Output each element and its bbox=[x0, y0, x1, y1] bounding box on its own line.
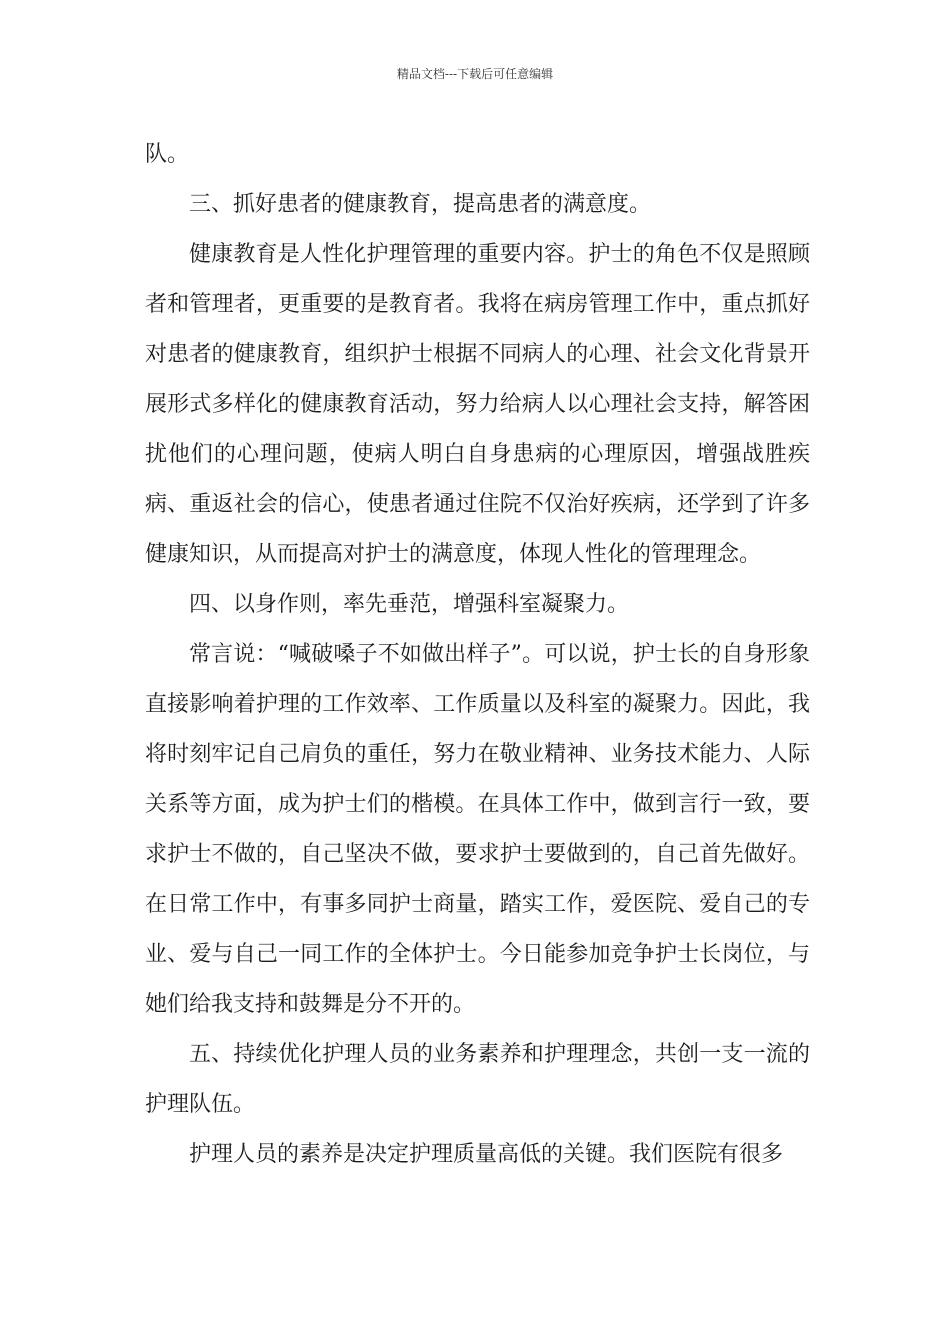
section-heading-5: 五、持续优化护理人员的业务素养和护理理念，共创一支一流的护理队伍。 bbox=[145, 1042, 810, 1117]
paragraph-health-education: 健康教育是人性化护理管理的重要内容。护士的角色不仅是照顾者和管理者，更重要的是教育者。我将在病房管理工作中，重点抓好对患者的健康教育，组织护士根据不同病人的心理、社会文化背景开展形式多样化的健康教育活动，努力给病人以心理社会支持，解答困扰他们的心理问题，使病人明白自身患病的心理原因，增强战胜疾病、重返社会的信心，使患者通过住院不仅治好疾病，还学到了许多健康知识，从而提高对护士的满意度，体现人性化的管理理念。 bbox=[145, 242, 810, 567]
section-heading-4: 四、以身作则，率先垂范，增强科室凝聚力。 bbox=[189, 592, 630, 617]
paragraph-staff-quality: 护理人员的素养是决定护理质量高低的关键。我们医院有很多 bbox=[189, 1142, 784, 1167]
paragraph-lead-by-example: 常言说：“喊破嗓子不如做出样子”。可以说，护士长的自身形象直接影响着护理的工作效率、工作质量以及科室的凝聚力。因此，我将时刻牢记自己肩负的重任，努力在敬业精神、业务技术能力、人际关系等方面，成为护士们的楷模。在具体工作中，做到言行一致，要求护士不做的，自己坚决不做，要求护士要做到的，自己首先做好。在日常工作中，有事多同护士商量，踏实工作，爱医院、爱自己的专业、爱与自己一同工作的全体护士。今日能参加竞争护士长岗位，与她们给我支持和鼓舞是分不开的。 bbox=[145, 642, 810, 1017]
page-header: 精品文档---下载后可任意编辑 bbox=[396, 67, 554, 81]
document-body bbox=[145, 130, 810, 1180]
paragraph-continuation: 队。 bbox=[145, 142, 190, 167]
section-heading-3: 三、抓好患者的健康教育，提高患者的满意度。 bbox=[189, 192, 652, 217]
